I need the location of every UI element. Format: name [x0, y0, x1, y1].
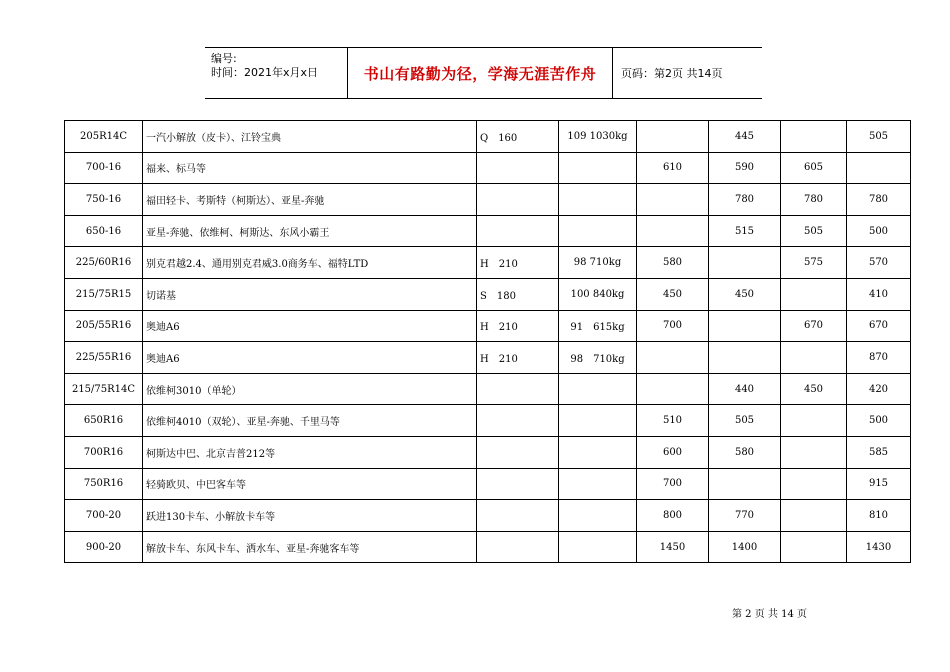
price-cell: 700 — [637, 310, 709, 342]
table-row — [65, 121, 911, 153]
load-index-cell — [559, 152, 637, 184]
tire-size-cell: 205R14C — [65, 121, 143, 153]
speed-code-cell — [477, 373, 559, 405]
tire-size-cell: 700-16 — [65, 152, 143, 184]
price-cell: 810 — [847, 500, 911, 532]
tire-size-cell: 750-16 — [65, 184, 143, 216]
load-index-cell — [559, 500, 637, 532]
vehicle-models-cell: 亚星-奔驰、依维柯、柯斯达、东风小霸王 — [143, 215, 477, 247]
price-cell — [781, 405, 847, 437]
price-cell — [781, 531, 847, 563]
speed-code-cell: S 180 — [477, 278, 559, 310]
tire-size-cell: 215/75R14C — [65, 373, 143, 405]
load-index-cell — [559, 468, 637, 500]
price-cell: 800 — [637, 500, 709, 532]
price-cell — [847, 152, 911, 184]
price-cell: 600 — [637, 436, 709, 468]
table-row — [65, 215, 911, 247]
price-cell: 445 — [709, 121, 781, 153]
price-cell: 580 — [709, 436, 781, 468]
header-motto: 书山有路勤为径，学海无涯苦作舟 — [347, 48, 613, 98]
vehicle-models-cell: 一汽小解放（皮卡）、江铃宝典 — [143, 121, 477, 153]
document-time: 时间：2021年x月x日 — [211, 66, 319, 79]
price-cell — [709, 342, 781, 374]
speed-code-cell: H 210 — [477, 310, 559, 342]
price-cell: 780 — [781, 184, 847, 216]
vehicle-models-cell: 跃进130卡车、小解放卡车等 — [143, 500, 477, 532]
speed-code-cell — [477, 468, 559, 500]
price-cell — [637, 215, 709, 247]
price-cell: 450 — [781, 373, 847, 405]
price-cell: 585 — [847, 436, 911, 468]
tire-size-cell: 750R16 — [65, 468, 143, 500]
tire-size-cell: 700R16 — [65, 436, 143, 468]
table-row — [65, 500, 911, 532]
load-index-cell: 91 615kg — [559, 310, 637, 342]
price-cell: 440 — [709, 373, 781, 405]
price-cell: 450 — [709, 278, 781, 310]
document-number-label: 编号: — [211, 52, 237, 65]
tire-size-cell: 215/75R15 — [65, 278, 143, 310]
price-cell: 590 — [709, 152, 781, 184]
table-row — [65, 278, 911, 310]
price-cell: 1450 — [637, 531, 709, 563]
price-cell: 580 — [637, 247, 709, 279]
table-row — [65, 373, 911, 405]
speed-code-cell: H 210 — [477, 247, 559, 279]
table-row — [65, 405, 911, 437]
load-index-cell — [559, 215, 637, 247]
price-cell: 410 — [847, 278, 911, 310]
load-index-cell — [559, 436, 637, 468]
price-cell: 870 — [847, 342, 911, 374]
price-cell: 505 — [781, 215, 847, 247]
table-row — [65, 247, 911, 279]
price-cell: 1400 — [709, 531, 781, 563]
speed-code-cell: Q 160 — [477, 121, 559, 153]
speed-code-cell — [477, 436, 559, 468]
price-cell: 780 — [847, 184, 911, 216]
load-index-cell: 100 840kg — [559, 278, 637, 310]
price-cell — [709, 247, 781, 279]
vehicle-models-cell: 奥迪A6 — [143, 310, 477, 342]
vehicle-models-cell: 福来、标马等 — [143, 152, 477, 184]
tire-size-cell: 205/55R16 — [65, 310, 143, 342]
vehicle-models-cell: 轻骑欧贝、中巴客车等 — [143, 468, 477, 500]
price-cell: 670 — [847, 310, 911, 342]
tire-size-cell: 225/55R16 — [65, 342, 143, 374]
vehicle-models-cell: 切诺基 — [143, 278, 477, 310]
price-cell: 500 — [847, 215, 911, 247]
price-cell: 420 — [847, 373, 911, 405]
table-row — [65, 468, 911, 500]
tire-size-cell: 650R16 — [65, 405, 143, 437]
price-cell — [781, 436, 847, 468]
price-cell — [637, 184, 709, 216]
page-footer: 第 2 页 共 14 页 — [732, 609, 807, 620]
price-cell: 780 — [709, 184, 781, 216]
tire-size-cell: 700-20 — [65, 500, 143, 532]
price-cell — [637, 342, 709, 374]
vehicle-models-cell: 福田轻卡、考斯特（柯斯达）、亚星-奔驰 — [143, 184, 477, 216]
price-cell — [781, 468, 847, 500]
table-row — [65, 184, 911, 216]
load-index-cell — [559, 531, 637, 563]
price-cell: 610 — [637, 152, 709, 184]
price-cell: 575 — [781, 247, 847, 279]
speed-code-cell — [477, 184, 559, 216]
price-cell: 570 — [847, 247, 911, 279]
vehicle-models-cell: 依维柯3010（单轮） — [143, 373, 477, 405]
price-cell — [637, 121, 709, 153]
page-header — [205, 47, 762, 99]
table-row — [65, 342, 911, 374]
price-cell: 515 — [709, 215, 781, 247]
speed-code-cell — [477, 215, 559, 247]
price-cell: 450 — [637, 278, 709, 310]
table-row — [65, 531, 911, 563]
load-index-cell: 98 710kg — [559, 342, 637, 374]
price-cell: 770 — [709, 500, 781, 532]
load-index-cell: 98 710kg — [559, 247, 637, 279]
price-cell: 915 — [847, 468, 911, 500]
table-row — [65, 310, 911, 342]
vehicle-models-cell: 解放卡车、东风卡车、洒水车、亚星-奔驰客车等 — [143, 531, 477, 563]
price-cell — [637, 373, 709, 405]
header-page-info: 页码：第2页 共14页 — [621, 67, 723, 80]
vehicle-models-cell: 依维柯4010（双轮）、亚星-奔驰、千里马等 — [143, 405, 477, 437]
header-info — [205, 48, 345, 98]
price-cell: 500 — [847, 405, 911, 437]
price-cell — [709, 310, 781, 342]
speed-code-cell — [477, 152, 559, 184]
load-index-cell — [559, 373, 637, 405]
price-cell — [781, 342, 847, 374]
vehicle-models-cell: 奥迪A6 — [143, 342, 477, 374]
load-index-cell — [559, 184, 637, 216]
price-cell: 605 — [781, 152, 847, 184]
price-cell: 510 — [637, 405, 709, 437]
speed-code-cell — [477, 531, 559, 563]
price-cell — [709, 468, 781, 500]
table-row — [65, 152, 911, 184]
tire-price-table — [64, 120, 911, 563]
table-row — [65, 436, 911, 468]
speed-code-cell — [477, 405, 559, 437]
price-cell: 505 — [709, 405, 781, 437]
price-cell — [781, 278, 847, 310]
tire-size-cell: 225/60R16 — [65, 247, 143, 279]
tire-size-cell: 650-16 — [65, 215, 143, 247]
speed-code-cell — [477, 500, 559, 532]
price-cell — [781, 121, 847, 153]
speed-code-cell: H 210 — [477, 342, 559, 374]
vehicle-models-cell: 柯斯达中巴、北京吉普212等 — [143, 436, 477, 468]
price-cell: 505 — [847, 121, 911, 153]
price-cell — [781, 500, 847, 532]
price-cell: 700 — [637, 468, 709, 500]
load-index-cell: 109 1030kg — [559, 121, 637, 153]
load-index-cell — [559, 405, 637, 437]
tire-size-cell: 900-20 — [65, 531, 143, 563]
vehicle-models-cell: 别克君越2.4、通用别克君威3.0商务车、福特LTD — [143, 247, 477, 279]
price-cell: 670 — [781, 310, 847, 342]
price-cell: 1430 — [847, 531, 911, 563]
